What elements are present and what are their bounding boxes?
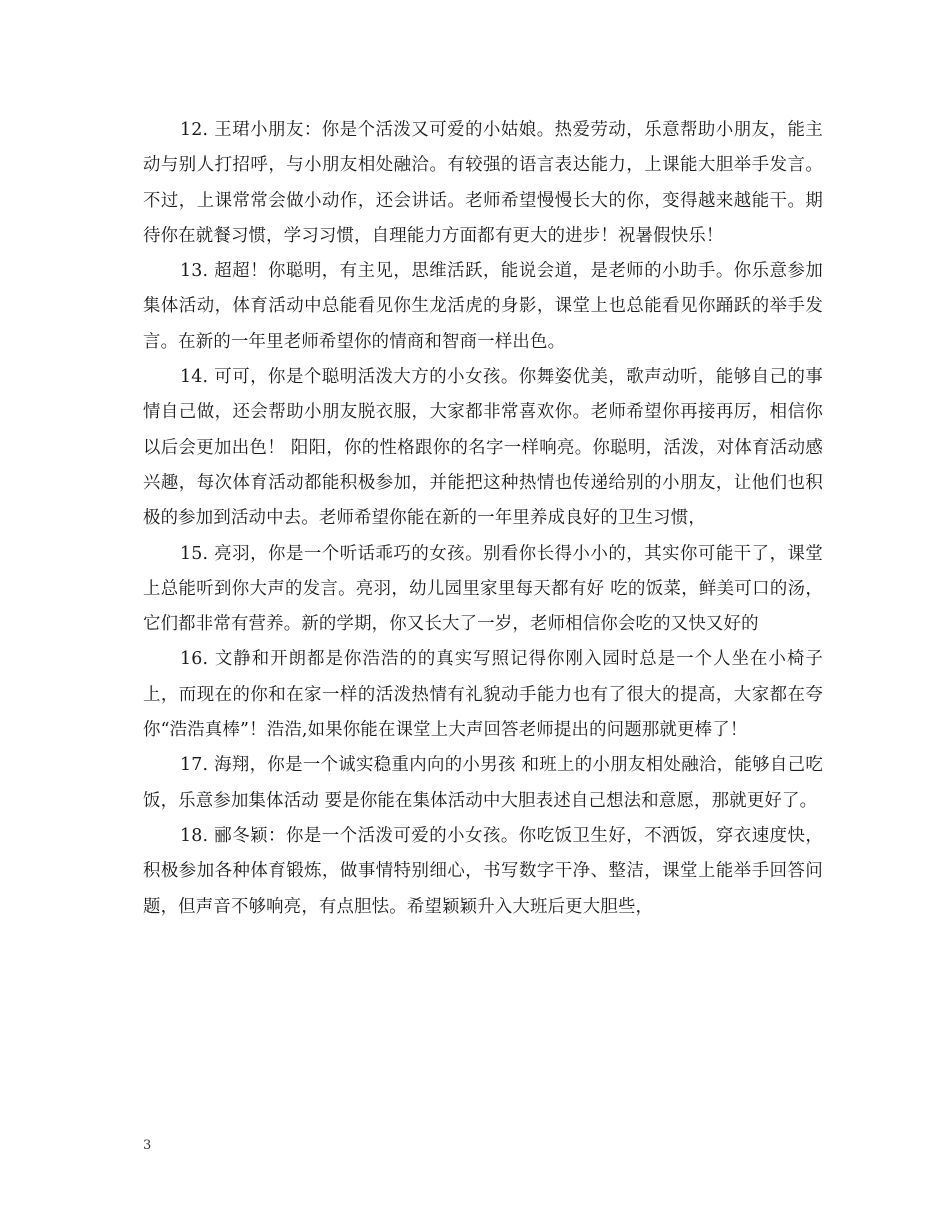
document-body	[143, 113, 823, 925]
paragraph-14: 14. 可可，你是个聪明活泼大方的小女孩。你舞姿优美，歌声动听，能够自己的事情自己做，还会帮助小朋友脱衣服，大家都非常喜欢你。老师希望你再接再厉，相信你以后会更加出色！ 阳阳，你的性格跟你的名字一样响亮。你聪明，活泼，对体育活动感兴趣，每次体育活动都能积极参加，并能把这种热情也传递给别的小朋友，让他们也积极的参加到活动中去。老师希望你能在新的一年里养成良好的卫生习惯，	[143, 367, 823, 529]
paragraph-15: 15. 亮羽，你是一个听话乖巧的女孩。别看你长得小小的，其实你可能干了，课堂上总能听到你大声的发言。亮羽，幼儿园里家里每天都有好 吃的饭菜，鲜美可口的汤，它们都非常有营养。新的学期，你又长大了一岁，老师相信你会吃的又快又好的	[143, 543, 823, 635]
paragraph-13: 13. 超超！你聪明，有主见，思维活跃，能说会道，是老师的小助手。你乐意参加集体活动，体育活动中总能看见你生龙活虎的身影，课堂上也总能看见你踊跃的举手发言。在新的一年里老师希望你的情商和智商一样出色。	[143, 261, 823, 352]
paragraph-17: 17. 海翔，你是一个诚实稳重内向的小男孩 和班上的小朋友相处融洽，能够自己吃饭，乐意参加集体活动 要是你能在集体活动中大胆表述自己想法和意愿，那就更好了。	[143, 755, 823, 811]
paragraph-12: 12. 王珺小朋友：你是个活泼又可爱的小姑娘。热爱劳动，乐意帮助小朋友，能主动与别人打招呼，与小朋友相处融洽。有较强的语言表达能力，上课能大胆举手发言。不过，上课常常会做小动作，还会讲话。老师希望慢慢长大的你，变得越来越能干。期待你在就餐习惯，学习习惯，自理能力方面都有更大的进步！祝暑假快乐！	[143, 120, 823, 246]
page-number: 3	[143, 1138, 152, 1153]
paragraph-16: 16. 文静和开朗都是你浩浩的的真实写照记得你刚入园时总是一个人坐在小椅子上，而现在的你和在家一样的活泼热情有礼貌动手能力也有了很大的提高，大家都在夸你“浩浩真棒”！浩浩,如果你能在课堂上大声回答老师提出的问题那就更棒了！	[143, 649, 823, 741]
paragraph-18: 18. 郦冬颖：你是一个活泼可爱的小女孩。你吃饭卫生好，不洒饭，穿衣速度快，积极参加各种体育锻炼，做事情特别细心，书写数字干净、整洁，课堂上能举手回答问题，但声音不够响亮，有点胆怯。希望颖颖升入大班后更大胆些，	[143, 825, 823, 917]
